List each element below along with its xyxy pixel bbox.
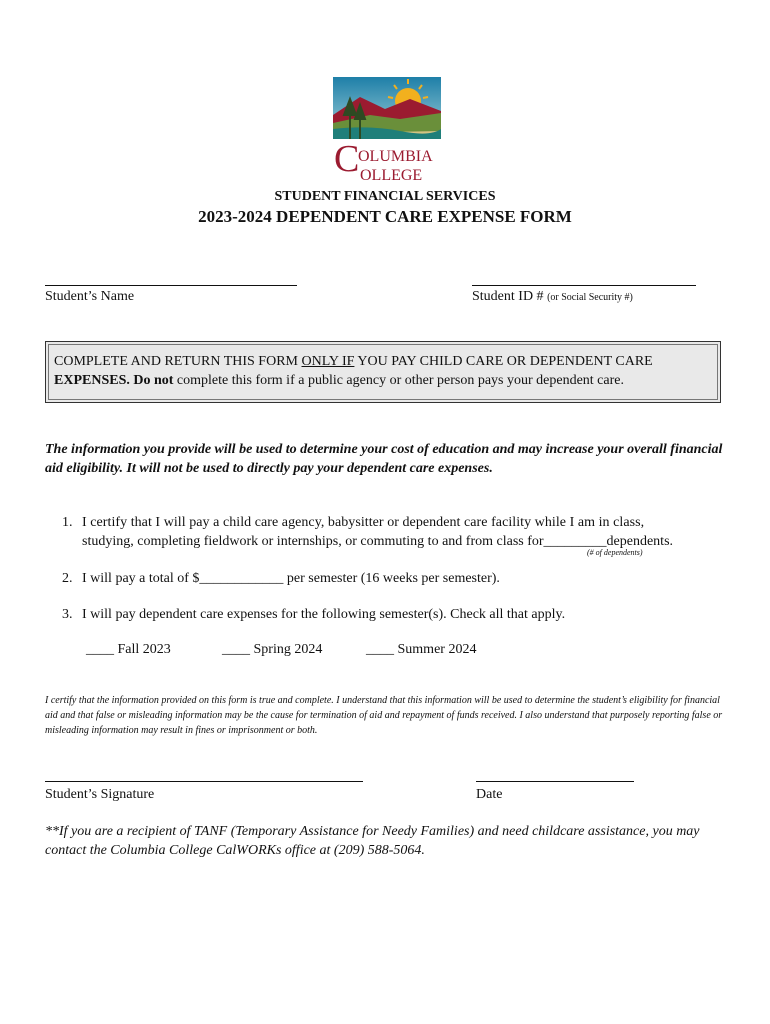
logo-line1: OLUMBIA [358, 148, 433, 165]
columbia-college-logo [330, 75, 446, 185]
date-label: Date [476, 787, 503, 802]
student-id-label-wrap [472, 289, 633, 305]
student-id-line[interactable] [472, 285, 696, 286]
notice-line2: EXPENSES. Do not complete this form if a public agency or other person pays your dependent care. [54, 373, 624, 388]
logo-landscape-icon [330, 75, 446, 185]
signature-line[interactable] [45, 781, 363, 782]
date-line[interactable] [476, 781, 634, 782]
item-1: 1. I certify that I will pay a child care agency, babysitter or dependent care facility while I am in class, [62, 515, 645, 530]
item-2[interactable]: 2. I will pay a total of $____________ per semester (16 weeks per semester). [62, 571, 500, 586]
student-id-label: Student ID # [472, 289, 544, 304]
item-3: 3. I will pay dependent care expenses for the following semester(s). Check all that apply. [62, 607, 566, 622]
certification-statement: I certify that the information provided on this form is true and complete. I understand that this information will be used to determine the student’s eligibility for financial aid and that false or misleading information may be the cause for termination of aid and repayment of funds received. I also understand that purposely reporting false or misleading information may result in fines or imprisonment or both. [45, 695, 723, 736]
dependents-note: (# of dependents) [587, 548, 643, 557]
student-name-label: Student’s Name [45, 289, 135, 304]
student-name-line[interactable] [45, 285, 297, 286]
tanf-footer-note: **If you are a recipient of TANF (Temporary Assistance for Needy Families) and need childcare assistance, you may contact the Columbia College CalWORKs office at (209) 588-5064. [45, 824, 700, 858]
semester-summer-2024[interactable]: ____ Summer 2024 [366, 642, 477, 657]
semester-spring-2024[interactable]: ____ Spring 2024 [222, 642, 323, 657]
logo-line2: OLLEGE [360, 167, 423, 184]
notice-box [45, 341, 721, 403]
signature-label: Student’s Signature [45, 787, 155, 802]
logo-initial: C [334, 138, 360, 180]
information-statement: The information you provide will be used to determine your cost of education and may increase your overall financial aid eligibility. It will not be used to directly pay your dependent care expenses. [45, 442, 723, 476]
notice-line1: COMPLETE AND RETURN THIS FORM ONLY IF YOU PAY CHILD CARE OR DEPENDENT CARE [54, 354, 653, 369]
form-title: 2023-2024 DEPENDENT CARE EXPENSE FORM [198, 207, 572, 226]
department-heading: STUDENT FINANCIAL SERVICES [274, 189, 496, 204]
student-id-note: (or Social Security #) [547, 292, 633, 303]
item-1-line2[interactable]: studying, completing fieldwork or internships, or commuting to and from class for_________dependents. [82, 534, 674, 549]
semester-fall-2023[interactable]: ____ Fall 2023 [86, 642, 171, 657]
notice-only-if: ONLY IF [301, 354, 355, 369]
